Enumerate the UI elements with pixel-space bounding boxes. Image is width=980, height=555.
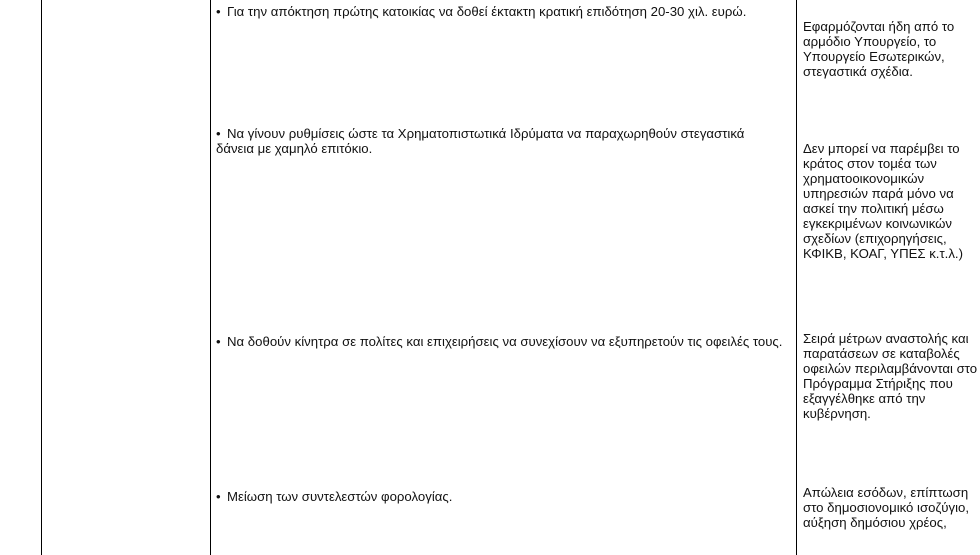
response-cell	[803, 19, 979, 79]
proposal-cell	[216, 126, 786, 156]
proposal-text: Μείωση των συντελεστών φορολογίας.	[227, 489, 453, 504]
bullet-marker: •	[216, 489, 221, 504]
proposal-cell	[216, 489, 786, 504]
response-text: Εφαρμόζονται ήδη από το αρμόδιο Υπουργείο, το Υπουργείο Εσωτερικών, στεγαστικά σχέδια.	[803, 19, 955, 79]
bullet-marker: •	[216, 4, 221, 19]
response-text: Απώλεια εσόδων, επίπτωση στο δημοσιονομικό ισοζύγιο, αύξηση δημόσιου χρέος,	[803, 485, 970, 530]
proposal-text: Να δοθούν κίνητρα σε πολίτες και επιχειρήσεις να συνεχίσουν να εξυπηρετούν τις οφειλές τους.	[227, 334, 783, 349]
response-cell	[803, 331, 979, 421]
response-text: Σειρά μέτρων αναστολής και παρατάσεων σε καταβολές οφειλών περιλαμβάνονται στο Πρόγραμμα Στήριξης που εξαγγέλθηκε από την κυβέρνηση.	[803, 331, 978, 421]
proposal-text: Να γίνουν ρυθμίσεις ώστε τα Χρηματοπιστωτικά Ιδρύματα να παραχωρηθούν στεγαστικά δάνεια με χαμηλό επιτόκιο.	[216, 126, 745, 156]
table-border-right	[796, 0, 797, 555]
response-text: Δεν μπορεί να παρέμβει το κράτος στον τομέα των χρηματοοικονομικών υπηρεσιών παρά μόνο να ασκεί την πολιτική μέσω εγκεκριμένων κοινωνικών σχεδίων (επιχορηγήσεις, ΚΦΙΚΒ, ΚΟΑΓ, ΥΠΕΣ κ.τ.λ.)	[803, 141, 963, 261]
proposal-cell	[216, 4, 786, 19]
proposal-text: Για την απόκτηση πρώτης κατοικίας να δοθεί έκτακτη κρατική επιδότηση 20-30 χιλ. ευρώ.	[227, 4, 747, 19]
bullet-marker: •	[216, 334, 221, 349]
response-cell	[803, 141, 979, 261]
table-border-left	[41, 0, 42, 555]
bullet-marker: •	[216, 126, 221, 141]
response-cell	[803, 485, 979, 530]
proposal-cell	[216, 334, 786, 349]
table-border-middle	[210, 0, 211, 555]
